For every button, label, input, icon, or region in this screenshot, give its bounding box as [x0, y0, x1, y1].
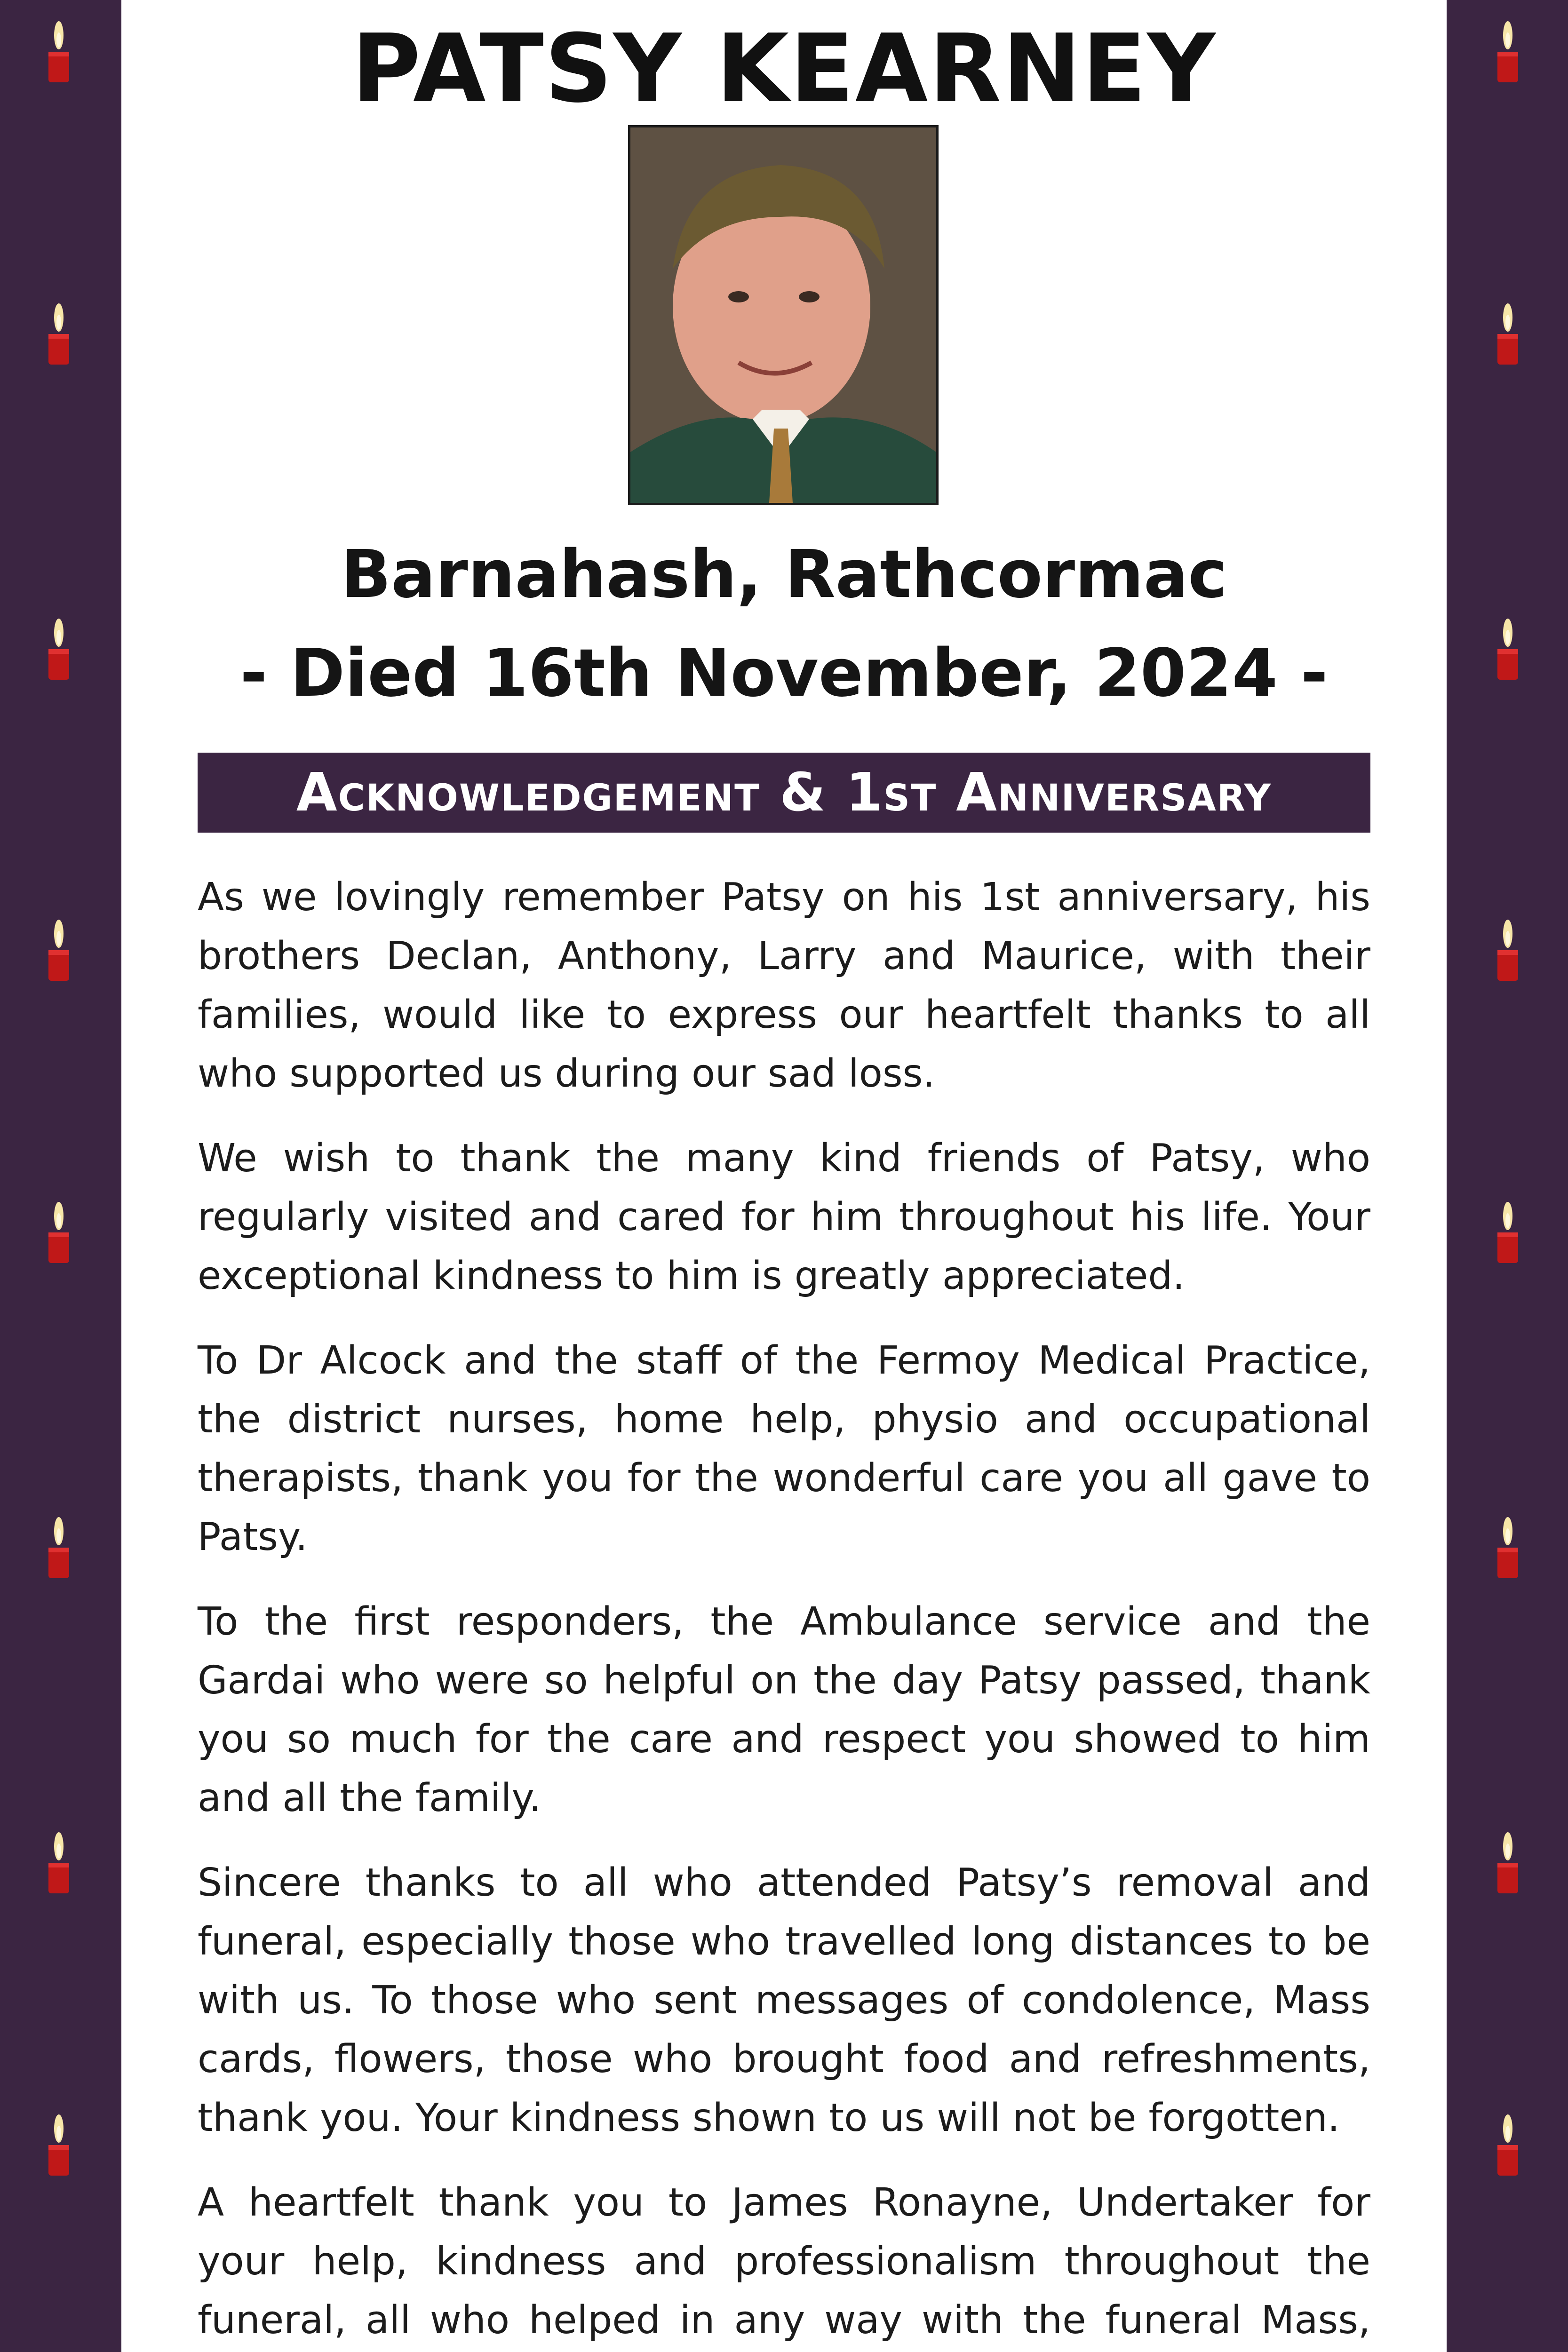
- paragraph: We wish to thank the many kind friends of Patsy, who regularly visited and cared for him throughout his life. Your exceptional kindness to him is greatly appreciated.: [198, 1136, 1370, 1298]
- candle-icon: [42, 913, 75, 983]
- section-banner: Acknowledgement & 1st Anniversary: [198, 753, 1370, 833]
- candle-icon: [1491, 1195, 1524, 1265]
- candle-icon: [42, 2107, 75, 2178]
- candle-icon: [1491, 612, 1524, 682]
- candle-icon: [42, 1510, 75, 1581]
- candle-icon: [42, 612, 75, 682]
- candle-icon: [42, 1825, 75, 1896]
- left-border: [0, 0, 121, 2352]
- candle-icon: [42, 296, 75, 367]
- candle-icon: [1491, 14, 1524, 85]
- candle-icon: [42, 1195, 75, 1265]
- candle-icon: [1491, 1825, 1524, 1896]
- candle-icon: [42, 14, 75, 85]
- date-of-death: - Died 16th November, 2024 -: [240, 635, 1328, 712]
- paragraph: As we lovingly remember Patsy on his 1st anniversary, his brothers Declan, Anthony, Larry and Maurice, with their families, would like to express our heartfelt thanks to all who supported us during our sad loss.: [198, 875, 1370, 1096]
- page-title: PATSY KEARNEY: [351, 14, 1217, 124]
- paragraph: To the first responders, the Ambulance service and the Gardai who were so helpful on the day Patsy passed, thank you so much for the care and respect you showed to him and all the family.: [198, 1599, 1370, 1820]
- right-border: [1447, 0, 1568, 2352]
- notice-sheet: [121, 0, 1447, 2352]
- paragraph: A heartfelt thank you to James Ronayne, Undertaker for your help, kindness and professionalism throughout the funeral, all who helped in any way with the funeral Mass,: [198, 2180, 1370, 2343]
- candle-icon: [1491, 913, 1524, 983]
- acknowledgement-text: [198, 868, 1370, 2352]
- address: Barnahash, Rathcormac: [341, 536, 1227, 613]
- candle-icon: [1491, 1510, 1524, 1581]
- candle-icon: [1491, 2107, 1524, 2178]
- portrait-illustration: [630, 127, 936, 503]
- paragraph: Sincere thanks to all who attended Patsy’s removal and funeral, especially those who travelled long distances to be with us. To those who sent messages of condolence, Mass cards, flowers, those who brought food and refreshments, thank you. Your kindness shown to us will not be forgotten.: [198, 1860, 1370, 2140]
- paragraph: To Dr Alcock and the staff of the Fermoy Medical Practice, the district nurses, home help, physio and occupational therapists, thank you for the wonderful care you all gave to Patsy.: [198, 1338, 1370, 1559]
- candle-icon: [1491, 296, 1524, 367]
- portrait-photo: [628, 125, 939, 505]
